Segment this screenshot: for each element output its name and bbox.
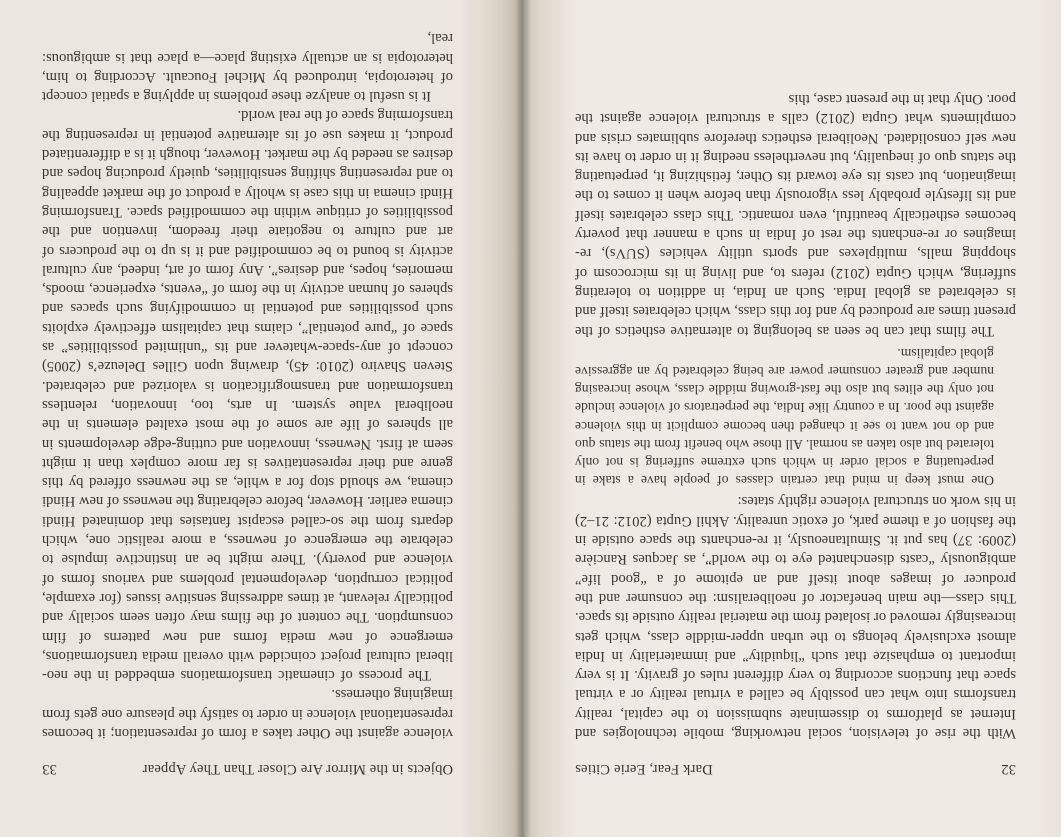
paragraph: With the rise of television, social networking, mobile technologies and Internet as platforms to disseminate submission to the capital, reality transforms into what can possibly be called a virtual reality or a virtual space that functions according to very different rules of gravity. It is very important to emphasize that such “liquidity” and immateriality in India almost exclusively belongs to the urban upper-middle class, which gets increasingly removed or isolated from the material reality outside its space. This class—the main benefactor of neoliberalism: the consumer and the producer of images about itself and an epitome of a “good life” ambiguously “casts disenchanted eye to the world”, as Jacques Rancière (2009: 37) has put it. Simultaneously, it re-enchants the space outside in the fashion of a theme park, of exotic unreality. Akhil Gupta (2012: 21–2) in his work on structural violence rightly states: <box>575 493 1016 741</box>
page-header <box>575 760 1016 777</box>
page-body <box>42 28 453 742</box>
page-number: 33 <box>42 761 57 777</box>
page-33 <box>0 0 523 837</box>
block-quote: One must keep in mind that certain classes of people have a stake in perpetuating a social order in which such extreme suffering is not only tolerated but also taken as normal. All those who benefit from the status quo and do not want to see it changed then become complicit in this violence against the poor. In a country like India, the perpetrators of violence include not only the elites but also the fast-growing middle class, whose increasing number and greater consumer power are being celebrated by an aggressive global capitalism. <box>575 345 994 489</box>
page-number: 32 <box>1001 761 1016 777</box>
paragraph: It is useful to analyze these problems in applying a spatial concept of heterotopia, introduced by Michel Foucault. According to him, heterotopia is an actually existing place—a place that is ambiguous: real, <box>42 30 453 105</box>
paragraph: The films that can be seen as belonging to alternative esthetics of the present times are produced by and for this class, which celebrates itself and is celebrated as global India. Such an India, in addition to tolerating suffering, which Gupta (2012) refers to, and living in its microcosm of shopping malls, multiplexes and sports utility vehicles (SUVs), re-imagines or re-enchants the rest of India in such a manner that poverty becomes esthetically beautiful, even romantic. This class celebrates itself and its lifestyle probably less vigorously than before when it comes to the imagination, but casts its eye toward its Other, fetishizing it, perpetuating the status quo of inequality, but nevertheless needing it in order to have its new self consolidated. Neoliberal esthetics therefore sublimates crisis and compliments what Gupta (2012) calls a structural violence against the poor. Only that in the present case, this <box>575 90 1016 339</box>
page-header <box>42 760 453 777</box>
paragraph: violence against the Other takes a form of representation; it becomes representational violence in order to satisfy the pleasure one gets from imagining otherness. <box>42 686 453 741</box>
page-body <box>575 89 1016 742</box>
page-32 <box>523 0 1061 837</box>
book-gutter <box>515 0 531 837</box>
running-head: Objects in the Mirror Are Closer Than They Appear <box>142 761 453 777</box>
paragraph: The process of cinematic transformations embedded in the neo-liberal cultural project coincided with overall media transformations, emergence of new media forms and new patterns of film consumption. The content of the films may often seem socially and politically relevant, at times addressing sensitive issues (for example, political corruption, developmental problems and various forms of violence and poverty). There might be an instinctive impulse to celebrate the emergence of newness, a more realistic one, which departs from the so-called escapist fantasies that dominated Hindi cinema earlier. However, before celebrating the newness of new Hindi cinema, we should stop for a while, as the newness offered by this genre and their representatives is far more complex than it might seem at first. Newness, innovation and cutting-edge developments in all spheres of life are some of the most exalted elements in the neoliberal value system. In arts, too, innovation, relentless transformation and transmogrification is valorized and celebrated. Steven Shaviro (2010: 45), drawing upon Gilles Deleuze’s (2005) concept of any-space-whatever and its “unlimited possibilities” as space of “pure potential”, claims that capitalism effectively exploits such possibilities and potential in commodifying such spaces and spheres of human activity in the form of “events, experience, moods, memories, hopes, and desires”. Any form of art, indeed, any cultural activity is bound to be commodified and it is up to the producers of art and culture to negotiate their freedom, invention and the possibilities of critique within the commodified space. Transforming Hindi cinema in this case is wholly a product of the market appealing to and representing shifting sensibilities, quietly producing hopes and desires as needed by the market. However, though it is a differentiated product, it makes use of its alternative potential in representing the transforming space of the real world. <box>42 107 453 684</box>
running-head: Dark Fear, Eerie Cities <box>575 761 713 777</box>
